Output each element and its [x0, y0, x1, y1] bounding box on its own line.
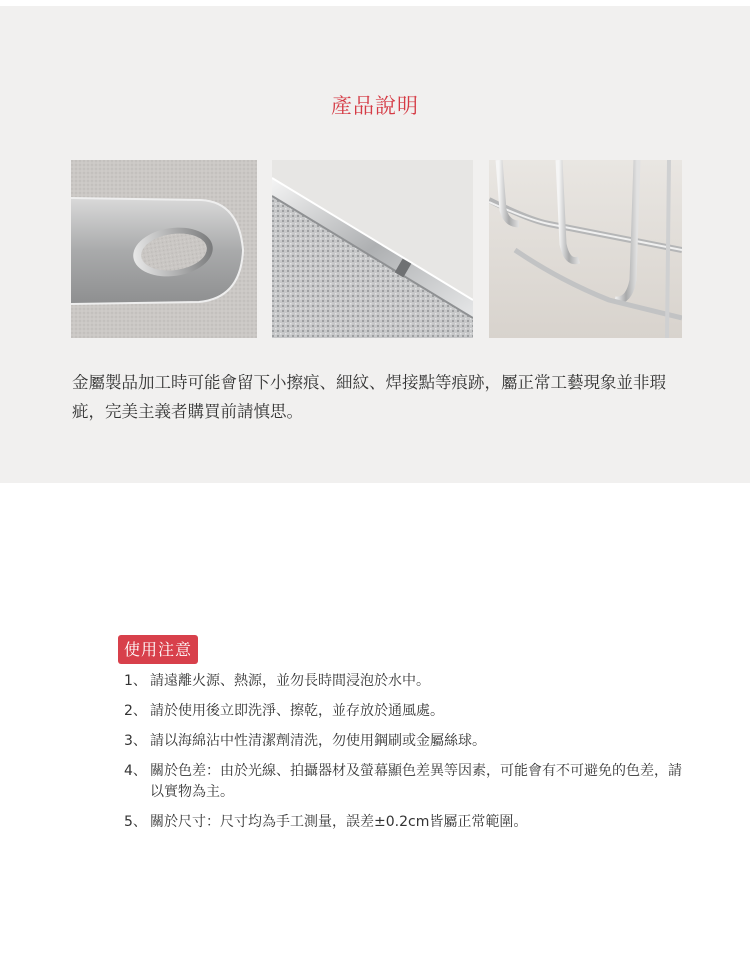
notice-item-number: 4、	[124, 763, 147, 779]
product-description-section	[0, 6, 750, 483]
notice-item-text: 請以海綿沾中性清潔劑清洗，勿使用鋼刷或金屬絲球。	[150, 733, 486, 749]
notice-item-text: 關於色差：由於光線、拍攝器材及螢幕顯色差異等因素，可能會有不可避免的色差，請以實物為主。	[150, 763, 682, 800]
notice-item-text: 關於尺寸：尺寸均為手工測量，誤差±0.2cm皆屬正常範圍。	[150, 814, 528, 830]
usage-notice-list	[124, 671, 684, 842]
notice-item-3	[124, 731, 684, 752]
notice-item-text: 請於使用後立即洗淨、擦乾，並存放於通風處。	[150, 703, 444, 719]
notice-item-2	[124, 701, 684, 722]
stainless-handle-photo	[71, 160, 257, 338]
notice-item-4	[124, 761, 684, 803]
notice-item-1	[124, 671, 684, 692]
section-title: 產品說明	[331, 94, 419, 118]
notice-item-text: 請遠離火源、熱源，並勿長時間浸泡於水中。	[150, 673, 430, 689]
usage-notice-badge: 使用注意	[118, 635, 198, 664]
usage-notice-section	[0, 483, 750, 966]
notice-item-number: 5、	[124, 814, 147, 830]
mesh-basket-photo	[272, 160, 473, 338]
product-description-text: 金屬製品加工時可能會留下小擦痕、細紋、焊接點等痕跡，屬正常工藝現象並非瑕疵，完美主義者購買前請慎思。	[72, 373, 666, 421]
notice-item-number: 3、	[124, 733, 147, 749]
wire-rack-photo	[489, 160, 682, 338]
notice-item-number: 2、	[124, 703, 147, 719]
notice-item-number: 1、	[124, 673, 147, 689]
notice-item-5	[124, 812, 684, 833]
